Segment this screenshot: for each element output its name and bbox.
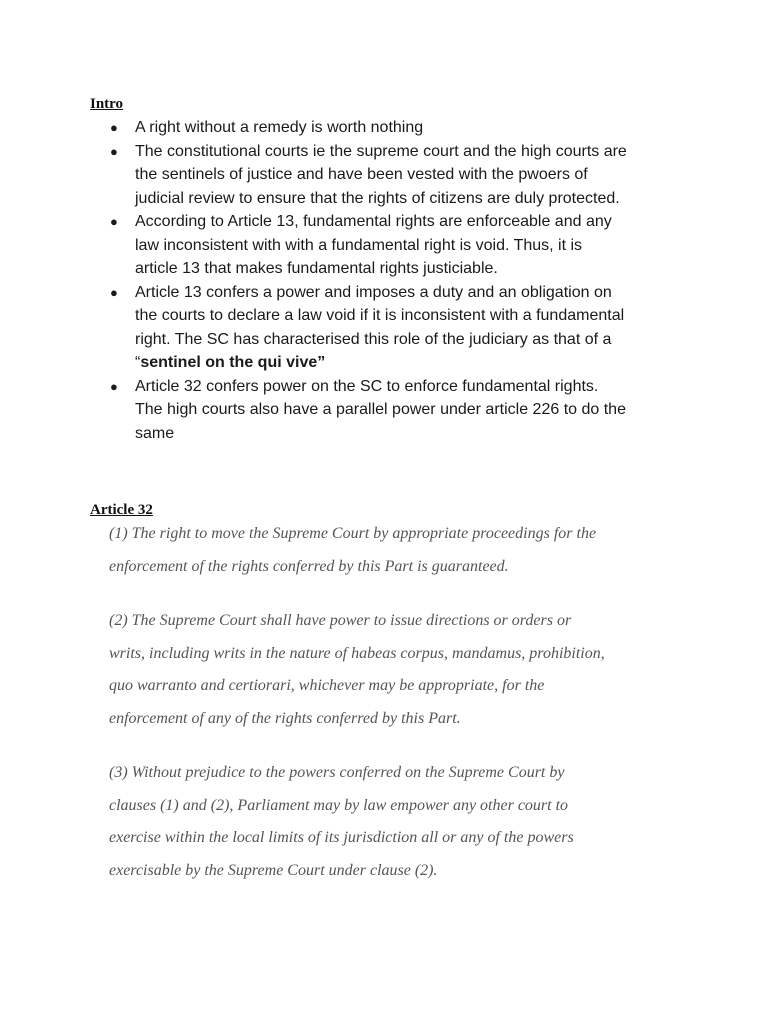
clause-1 xyxy=(109,518,709,583)
bullet-icon: ● xyxy=(110,143,118,159)
bullet-text-line: article 13 that makes fundamental rights justiciable. xyxy=(135,260,498,277)
clause-line: enforcement of the rights conferred by this Part is guaranteed. xyxy=(109,557,509,575)
intro-heading: Intro xyxy=(90,96,124,112)
bullet-icon: ● xyxy=(110,120,118,135)
clause-line: exercisable by the Supreme Court under clause (2). xyxy=(109,861,438,879)
bullet-text-line: same xyxy=(135,424,175,442)
clause-line: writs, including writs in the nature of habeas corpus, mandamus, prohibition, xyxy=(109,644,605,662)
article-32-clauses xyxy=(109,518,709,909)
bullet-text-line: Article 13 confers a power and imposes a duty and an obligation on xyxy=(135,283,612,301)
bullet-icon: ● xyxy=(110,214,118,229)
clause-2 xyxy=(109,605,709,735)
bullet-text-line: The high courts also have a parallel power under article 226 to do the xyxy=(135,401,626,418)
bullet-text-line: Article 32 confers power on the SC to enforce fundamental rights. xyxy=(135,377,599,395)
bullet-text-line: the sentinels of justice and have been vested with the pwoers of xyxy=(135,166,588,183)
bullet-text-line: According to Article 13, fundamental rights are enforceable and any xyxy=(135,213,612,230)
clause-line: exercise within the local limits of its jurisdiction all or any of the powers xyxy=(109,829,574,846)
intro-bullet-list xyxy=(110,116,710,445)
clause-3 xyxy=(109,757,709,887)
article-32-heading: Article 32 xyxy=(90,502,153,518)
bullet-text-line: The constitutional courts ie the supreme court and the high courts are xyxy=(135,142,627,160)
bullet-icon: ● xyxy=(110,378,118,394)
bullet-text-line: right. The SC has characterised this role of the judiciary as that of a xyxy=(135,330,612,348)
bullet-text-line: judicial review to ensure that the rights of citizens are duly protected. xyxy=(135,189,620,207)
bullet-text-line: law inconsistent with with a fundamental right is void. Thus, it is xyxy=(135,236,583,254)
bullet-text-line: the courts to declare a law void if it is inconsistent with a fundamental xyxy=(135,307,625,324)
bullet-item xyxy=(110,210,710,281)
bullet-item xyxy=(110,140,710,211)
bullet-item xyxy=(110,375,710,446)
clause-line: (2) The Supreme Court shall have power to issue directions or orders or xyxy=(109,612,572,629)
clause-line: enforcement of any of the rights conferred by this Part. xyxy=(109,709,461,727)
bullet-text: A right without a remedy is worth nothing xyxy=(135,119,424,136)
bold-quote-text: sentinel on the qui vive” xyxy=(140,354,326,371)
clause-line: (1) The right to move the Supreme Court by appropriate proceedings for the xyxy=(109,525,597,542)
clause-line: clauses (1) and (2), Parliament may by law empower any other court to xyxy=(109,796,569,814)
bullet-item xyxy=(110,281,710,375)
bullet-item xyxy=(110,116,710,140)
bullet-icon: ● xyxy=(110,284,118,300)
clause-line: quo warranto and certiorari, whichever may be appropriate, for the xyxy=(109,677,545,694)
quote-open-mark: “ xyxy=(135,354,141,371)
clause-line: (3) Without prejudice to the powers conferred on the Supreme Court by xyxy=(109,764,565,781)
